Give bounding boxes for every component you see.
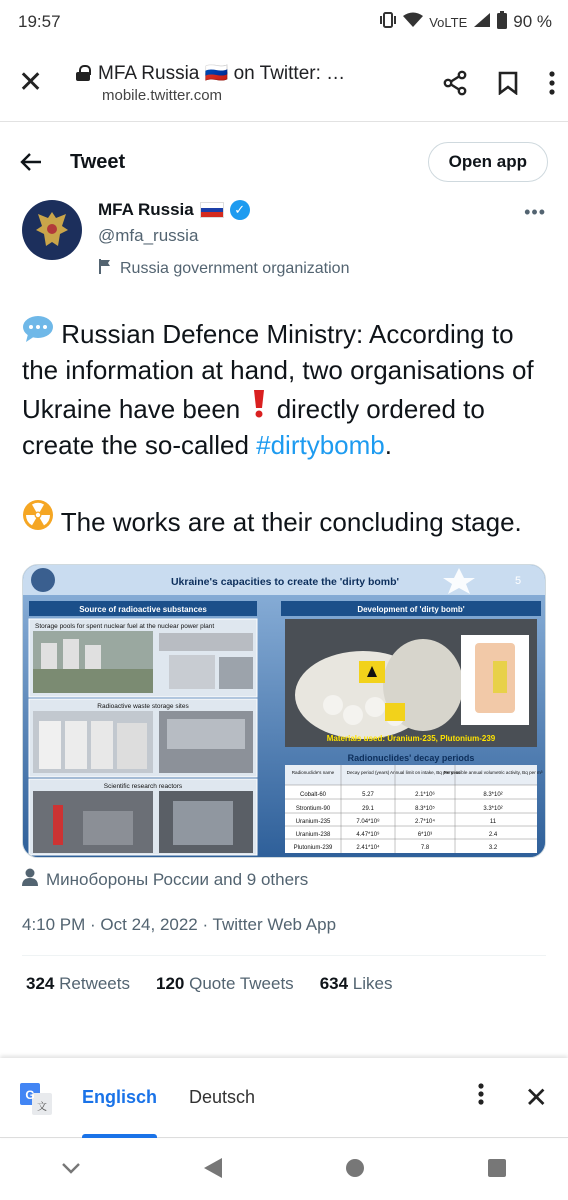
materials-caption: Materials used: Uranium-235, Plutonium-239 xyxy=(326,734,496,743)
likes-count: 634 xyxy=(319,974,349,993)
table-title: Radionuclides' decay periods xyxy=(347,753,475,763)
close-tab-icon[interactable]: ✕ xyxy=(18,65,44,99)
quote-tweets-stat[interactable] xyxy=(156,974,294,994)
tweet-author xyxy=(0,194,568,279)
panel-waste-storage-caption: Radioactive waste storage sites xyxy=(97,703,189,710)
infographic xyxy=(23,565,546,858)
home-circle-icon[interactable] xyxy=(345,1158,365,1183)
wifi-icon xyxy=(403,12,423,32)
recents-square-icon[interactable] xyxy=(487,1158,507,1183)
page-heading: Tweet xyxy=(70,150,126,173)
government-label[interactable] xyxy=(98,258,349,279)
tweet-header xyxy=(0,130,568,194)
avatar[interactable] xyxy=(22,200,82,260)
right-column-header: Development of 'dirty bomb' xyxy=(357,605,465,614)
tweet-stats xyxy=(0,974,568,994)
quote-tweets-count: 120 xyxy=(155,974,185,993)
table-cell: Plutonium-239 xyxy=(293,845,333,851)
retweets-count: 324 xyxy=(26,974,55,993)
bookmark-icon[interactable] xyxy=(498,71,518,95)
table-cell: 8.3*10² xyxy=(483,792,503,798)
table-cell: 4.47*10⁹ xyxy=(356,832,380,838)
vibrate-icon xyxy=(379,12,397,32)
table-cell: 2.1*10⁶ xyxy=(415,792,435,798)
status-bar xyxy=(0,0,568,44)
table-cell: Uranium-235 xyxy=(295,819,331,825)
table-cell: 11 xyxy=(489,819,497,825)
table-cell: 3.2 xyxy=(488,845,498,851)
google-translate-icon xyxy=(20,1083,50,1113)
translate-bar xyxy=(0,1058,568,1138)
table-cell: 7.04*10⁸ xyxy=(356,819,380,825)
russia-flag-icon xyxy=(200,202,224,218)
table-cell: Cobalt-60 xyxy=(299,792,327,798)
back-triangle-icon[interactable] xyxy=(203,1157,223,1184)
slide-number: 5 xyxy=(515,575,522,587)
likes-label: Likes xyxy=(352,974,393,993)
system-nav-bar xyxy=(0,1140,568,1200)
table-header-intake: Annual limit on intake, Bq per year xyxy=(390,770,460,775)
status-icons xyxy=(379,11,552,33)
table-cell: 5.27 xyxy=(362,792,374,798)
verified-badge-icon: ✓ xyxy=(230,200,250,220)
liked-by-text: Минобороны России and 9 others xyxy=(46,869,309,889)
flag-icon xyxy=(98,258,112,279)
signal-icon xyxy=(473,12,491,32)
browser-toolbar xyxy=(0,44,568,122)
table-header-decay: Decay period (years) xyxy=(346,770,390,775)
svg-text:G: G xyxy=(25,1087,35,1102)
battery-level: 90 % xyxy=(513,12,552,31)
lock-icon xyxy=(76,65,90,81)
eagle-emblem-icon xyxy=(32,208,72,252)
emblem-icon xyxy=(31,568,55,592)
table-cell: 2.7*10⁴ xyxy=(415,819,435,825)
quote-tweets-label: Quote Tweets xyxy=(189,974,294,993)
language-tab-english[interactable]: Englisch xyxy=(82,1058,157,1138)
chevron-down-icon[interactable] xyxy=(61,1161,81,1179)
radioactive-icon xyxy=(22,499,54,540)
author-name[interactable]: MFA Russia xyxy=(98,200,194,219)
page-title: MFA Russia 🇷🇺 on Twitter: … xyxy=(98,63,346,84)
speech-balloon-icon xyxy=(22,315,54,352)
language-tab-german[interactable]: Deutsch xyxy=(189,1087,256,1107)
liked-by[interactable] xyxy=(0,868,568,891)
table-cell: 2.4 xyxy=(488,832,498,838)
retweets-label: Retweets xyxy=(59,974,130,993)
panel-spent-fuel-caption: Storage pools for spent nuclear fuel at the nuclear power plant xyxy=(35,623,215,630)
exclamation-icon xyxy=(248,388,270,427)
more-options-icon[interactable]: ••• xyxy=(524,202,546,222)
tweet-text-part-3: . xyxy=(384,430,392,460)
table-cell: 6*10³ xyxy=(417,832,433,838)
page-url: mobile.twitter.com xyxy=(102,87,223,104)
person-icon xyxy=(22,868,38,891)
address-bar[interactable] xyxy=(76,61,428,104)
close-translate-icon[interactable]: ✕ xyxy=(524,1082,548,1113)
author-handle[interactable]: @mfa_russia xyxy=(98,226,199,245)
tweet-text xyxy=(0,315,568,540)
panel-reactors-caption: Scientific research reactors xyxy=(103,783,183,790)
clock: 19:57 xyxy=(18,12,61,31)
battery-icon xyxy=(497,11,507,33)
tweet-text-part-2: directly ordered to create the so-called xyxy=(22,394,485,460)
table-cell: 2.41*10⁴ xyxy=(356,845,380,851)
government-label-text: Russia government organization xyxy=(120,259,350,277)
table-cell: 3.3*10² xyxy=(483,806,503,812)
tweet-image[interactable] xyxy=(22,564,546,858)
network-type: VoLTE xyxy=(429,14,468,30)
open-app-button[interactable]: Open app xyxy=(428,142,548,182)
left-column-header: Source of radioactive substances xyxy=(79,605,207,614)
table-cell: Uranium-238 xyxy=(295,832,331,838)
table-header-name: Radionuclide's name xyxy=(291,770,335,775)
hashtag-link[interactable]: #dirtybomb xyxy=(256,430,385,460)
tweet-text-part-1: Russian Defence Ministry: According to the information at hand, two organisations of Ukraine have been xyxy=(22,319,534,424)
retweets-stat[interactable] xyxy=(26,974,130,994)
infographic-title: Ukraine's capacities to create the 'dirty bomb' xyxy=(170,576,400,588)
table-header-activity: Permissible annual volumetric activity, Bq per m³ xyxy=(443,770,543,775)
table-cell: 7.8 xyxy=(420,845,430,851)
share-icon[interactable] xyxy=(442,70,468,96)
table-cell: 29.1 xyxy=(362,806,374,812)
table-cell: 8.3*10⁵ xyxy=(415,806,435,812)
back-arrow-icon[interactable] xyxy=(20,146,70,178)
tweet-text-part-4: The works are at their concluding stage. xyxy=(54,507,522,537)
tweet-timestamp[interactable]: 4:10 PM · Oct 24, 2022 · Twitter Web App xyxy=(22,915,546,956)
menu-kebab-icon[interactable] xyxy=(548,71,556,95)
likes-stat[interactable] xyxy=(320,974,393,994)
svg-text:文: 文 xyxy=(37,1101,47,1113)
translate-options-icon[interactable] xyxy=(461,1083,501,1112)
table-cell: Strontium-90 xyxy=(295,806,331,812)
